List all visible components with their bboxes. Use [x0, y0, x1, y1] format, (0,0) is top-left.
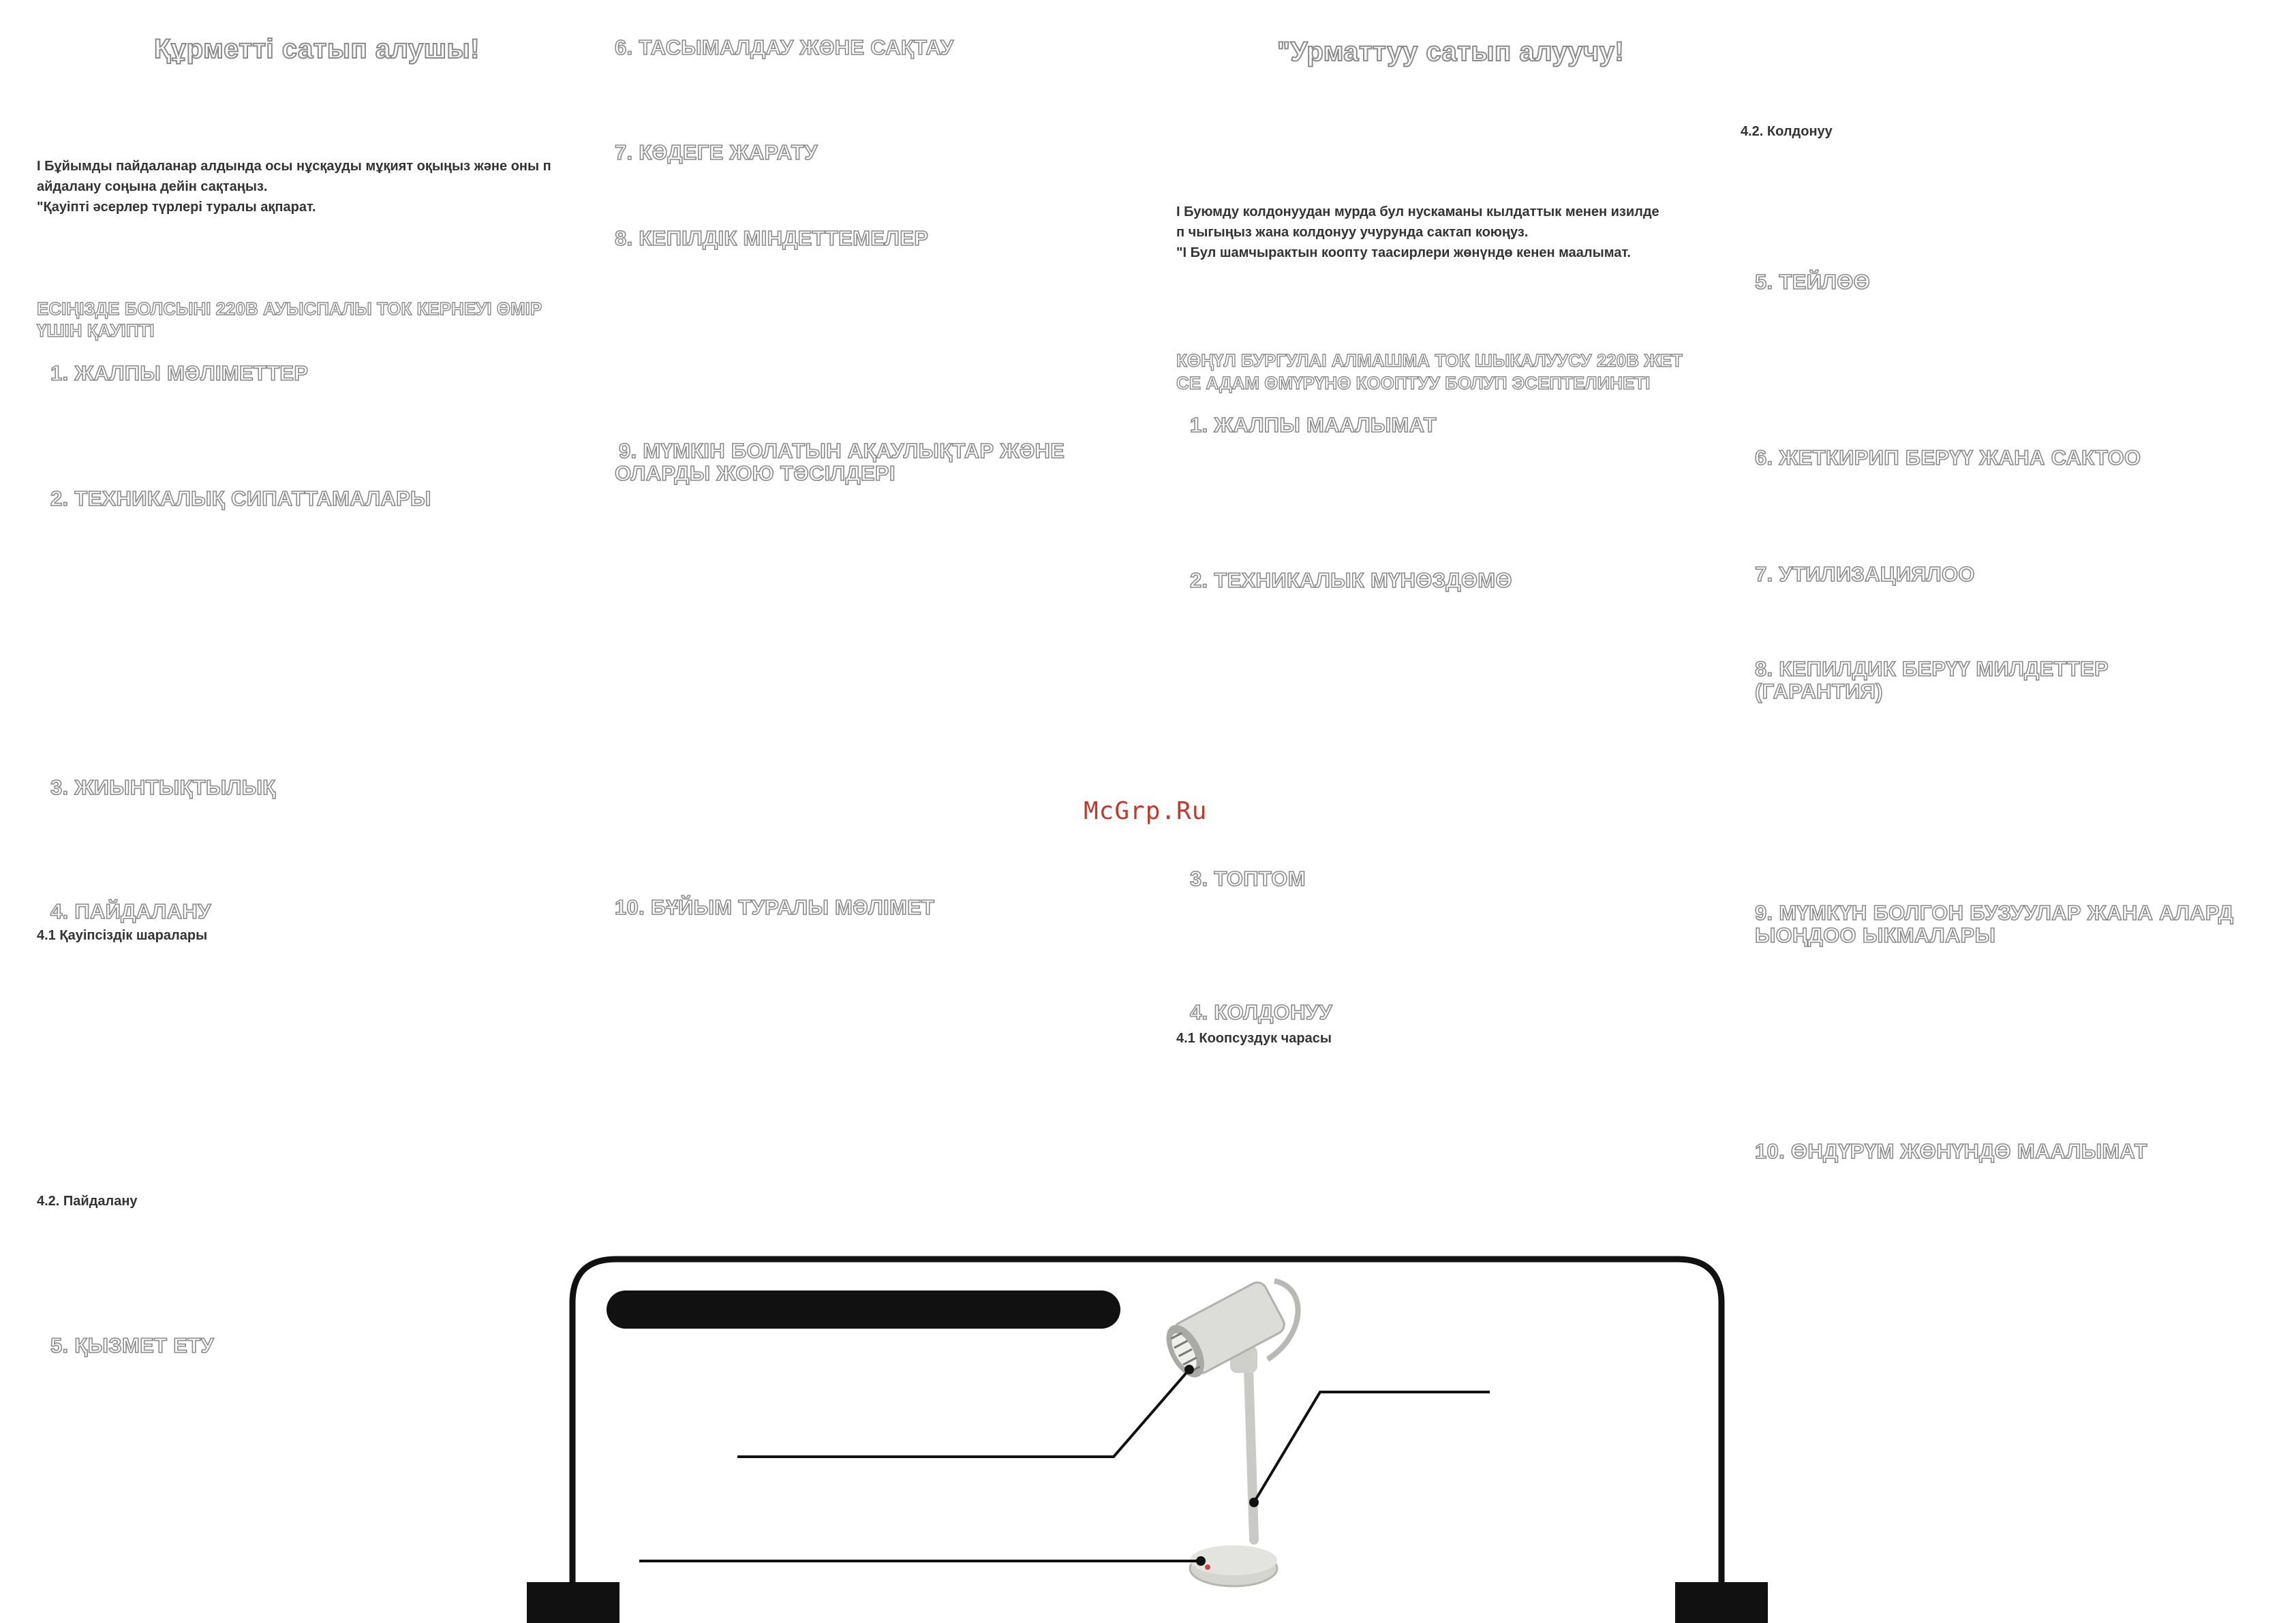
- kk-section-7-heading: 7. КӘДЕГЕ ЖАРАТУ: [615, 140, 818, 164]
- ky-intro-line-3: "І Бул шамчырактын коопту таасирлери жөнүндө кенен маалымат.: [1176, 245, 1631, 260]
- kk-section-4-heading: 4. ПАЙДАЛАНУ: [50, 899, 211, 923]
- diagram-title-bar: [607, 1290, 1120, 1329]
- ky-warning-line-2: СЕ АДАМ ӨМҮРҮНӨ КООПТУУ БОЛУП ЭСЕПТЕЛИНЕТІ: [1176, 373, 1651, 393]
- kk-section-2-heading: 2. ТЕХНИКАЛЫҚ СИПАТТАМАЛАРЫ: [50, 486, 431, 510]
- kk-subsection-4-1: 4.1 Қауіпсіздік шаралары: [37, 928, 208, 943]
- kk-section-8-heading: 8. КЕПІЛДІК МІНДЕТТЕМЕЛЕР: [615, 226, 929, 250]
- kk-intro-line-1: І Бұйымды пайдаланар алдында осы нұсқауды мұқият оқыңыз және оны п: [37, 159, 551, 174]
- diagram-corner-left: [527, 1582, 619, 1623]
- ky-section-8-heading-line-1: 8. КЕПИЛДИК БЕРҮҮ МИЛДЕТТЕР: [1755, 657, 2109, 681]
- ky-section-8-heading-line-2: (ГАРАНТИЯ): [1755, 679, 1883, 703]
- watermark: McGrp.Ru: [1084, 797, 1208, 825]
- kk-section-1-heading: 1. ЖАЛПЫ МӘЛІМЕТТЕР: [50, 361, 309, 385]
- kk-section-10-heading: 10. БҰЙЫМ ТУРАЛЫ МӘЛІМЕТ: [615, 895, 935, 919]
- ky-section-2-heading: 2. ТЕХНИКАЛЫК МҮНӨЗДӨМӨ: [1190, 568, 1512, 592]
- ky-section-10-heading: 10. ӨНДҮРҮМ ЖӨНҮНДӨ МААЛЫМАТ: [1755, 1139, 2147, 1163]
- ky-section-6-heading: 6. ЖЕТКИРИП БЕРҮҮ ЖАНА САКТОО: [1755, 446, 2141, 469]
- ky-intro-line-1: І Буюмду колдонуудан мурда бул нускаманы кылдаттык менен изилде: [1176, 204, 1659, 219]
- kk-intro-line-3: "Қауіпті әсерлер түрлері туралы ақпарат.: [37, 200, 316, 215]
- callout-head: [737, 1370, 1189, 1457]
- ky-greeting: "Урматтуу сатып алуучу!: [1277, 37, 1625, 67]
- lamp-illustration-icon: [1159, 1279, 1298, 1586]
- ky-section-9-heading-line-2: ЫОҢДОО ЫКМАЛАРЫ: [1755, 923, 1996, 947]
- ky-intro-line-2: п чыгыңыз жана колдонуу учурунда сактап коюңуз.: [1176, 225, 1529, 240]
- kk-section-5-heading: 5. ҚЫЗМЕТ ЕТУ: [50, 1333, 215, 1357]
- kk-greeting: Құрметті сатып алушы!: [154, 34, 480, 64]
- kk-section-9-heading-line-1: 9. МҮМКІН БОЛАТЫН АҚАУЛЫҚТАР ЖӘНЕ: [619, 439, 1065, 463]
- kk-warning-line-1: ЕСІҢІЗДЕ БОЛСЫНІ 220В АУЫСПАЛЫ ТОК КЕРНЕУІ ӨМІР: [37, 298, 542, 319]
- ky-section-5-heading: 5. ТЕЙЛӨӨ: [1755, 270, 1871, 294]
- ky-section-7-heading: 7. УТИЛИЗАЦИЯЛОО: [1755, 562, 1975, 586]
- ky-section-3-heading: 3. ТОПТОМ: [1190, 867, 1306, 891]
- ky-section-4-heading: 4. КОЛДОНУУ: [1190, 1000, 1332, 1024]
- ky-subsection-4-1: 4.1 Коопсуздук чарасы: [1176, 1031, 1332, 1046]
- kk-intro-line-2: айдалану соңына дейін сақтаңыз.: [37, 179, 268, 194]
- ky-subsection-4-2: 4.2. Колдонуу: [1741, 124, 1833, 139]
- ky-section-1-heading: 1. ЖАЛПЫ МААЛЫМАТ: [1190, 413, 1437, 437]
- callout-stem: [1254, 1392, 1490, 1502]
- ky-section-9-heading-line-1: 9. МҮМКҮН БОЛГОН БУЗУУЛАР ЖАНА АЛАРД: [1755, 901, 2234, 925]
- kk-section-6-heading: 6. ТАСЫМАЛДАУ ЖӘНЕ САҚТАУ: [615, 35, 954, 59]
- kk-warning-line-2: ҮШІН ҚАУІПТІ: [37, 320, 155, 341]
- kk-subsection-4-2: 4.2. Пайдалану: [37, 1194, 138, 1209]
- diagram-corner-right: [1675, 1582, 1768, 1623]
- kk-section-3-heading: 3. ЖИЫНТЫҚТЫЛЫҚ: [50, 775, 276, 799]
- ky-warning-line-1: КӨҢҮЛ БУРГУЛАІ АЛМАШМА ТОК ШЫКАЛУУСУ 220В ЖЕТ: [1176, 350, 1683, 371]
- kk-section-9-heading-line-2: ОЛАРДЫ ЖОЮ ТӘСІЛДЕРІ: [615, 461, 896, 485]
